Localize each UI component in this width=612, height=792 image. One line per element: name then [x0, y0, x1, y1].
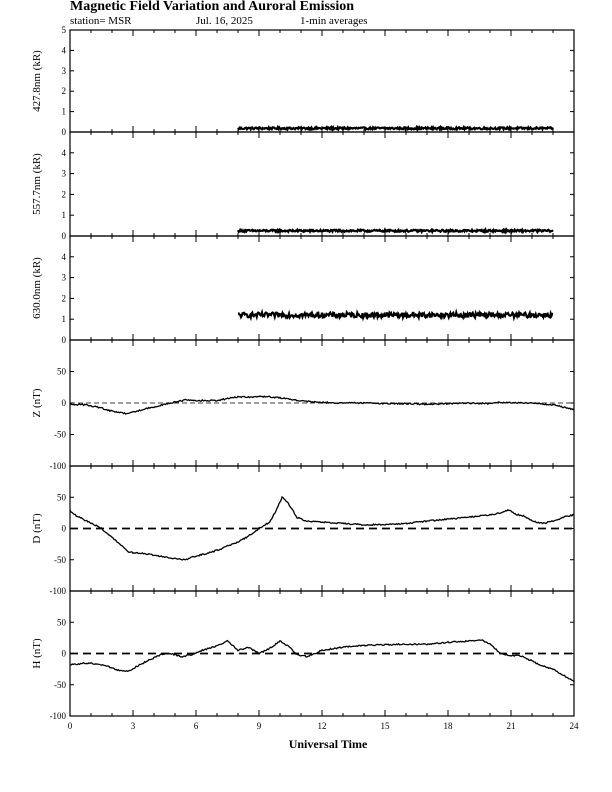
date-label: Jul. 16, 2025	[196, 15, 253, 27]
panel-0	[31, 25, 574, 137]
y-axis-label: 427.8nm (kR)	[31, 50, 43, 112]
y-tick-label: 2	[61, 293, 66, 304]
emission-series-0	[238, 230, 553, 232]
y-tick-label: 0	[61, 398, 66, 408]
y-tick-label: 0	[61, 127, 66, 137]
y-tick-label: 0	[61, 231, 66, 241]
station-label: station= MSR	[70, 15, 132, 27]
y-axis-label: Z (nT)	[31, 388, 43, 418]
y-tick-label: -100	[49, 461, 66, 471]
x-tick-label: 15	[380, 721, 390, 731]
x-tick-label: 24	[569, 721, 579, 731]
y-tick-label: 4	[61, 147, 66, 158]
y-tick-label: -50	[54, 554, 66, 565]
y-tick-label: -100	[49, 711, 66, 721]
y-tick-label: 3	[61, 272, 66, 283]
chart-title: Magnetic Field Variation and Auroral Emission	[70, 0, 355, 14]
y-axis-label: 630.0nm (kR)	[31, 257, 43, 319]
panel-frame	[70, 236, 574, 340]
y-tick-label: 0	[61, 335, 66, 345]
y-tick-label: 3	[61, 168, 66, 179]
y-tick-label: 1	[61, 210, 66, 221]
panel-frame	[70, 132, 574, 236]
x-tick-label: 9	[256, 721, 262, 731]
panel-frame	[70, 30, 574, 132]
x-tick-label: 6	[193, 721, 199, 731]
emission-series-0	[238, 313, 553, 318]
magnetic-series-0	[70, 640, 574, 682]
y-tick-label: 4	[61, 45, 66, 56]
panel-5	[31, 591, 574, 721]
y-axis-label: 557.7nm (kR)	[31, 153, 43, 215]
y-tick-label: 0	[61, 648, 66, 659]
y-tick-label: 2	[61, 86, 66, 97]
x-tick-label: 0	[67, 721, 73, 731]
y-tick-label: 4	[61, 251, 66, 262]
x-tick-label: 21	[506, 721, 516, 731]
y-tick-label: 50	[57, 617, 66, 628]
x-tick-label: 3	[130, 721, 136, 731]
y-tick-label: -50	[54, 429, 66, 440]
emission-series-0	[238, 127, 553, 129]
panels	[31, 25, 579, 731]
y-tick-label: 1	[61, 106, 66, 117]
y-axis-label: D (nT)	[31, 513, 43, 544]
y-axis-label: H (nT)	[31, 638, 43, 669]
x-tick-label: 18	[443, 721, 453, 731]
panel-2	[31, 236, 574, 345]
panel-3	[31, 340, 574, 471]
y-tick-label: 5	[61, 25, 66, 35]
y-tick-label: 0	[61, 523, 66, 534]
averaging-label: 1-min averages	[300, 15, 368, 27]
y-tick-label: 50	[57, 492, 66, 503]
x-axis-label: Universal Time	[288, 737, 368, 751]
x-tick-label: 12	[317, 721, 327, 731]
magnetic-series-0	[70, 396, 574, 414]
y-tick-label: 3	[61, 65, 66, 76]
y-tick-label: 2	[61, 189, 66, 200]
y-tick-label: 50	[57, 366, 66, 377]
y-tick-label: -100	[49, 586, 66, 596]
y-tick-label: -50	[54, 679, 66, 690]
panel-1	[31, 132, 574, 241]
panel-4	[31, 466, 574, 596]
y-tick-label: 1	[61, 314, 66, 325]
